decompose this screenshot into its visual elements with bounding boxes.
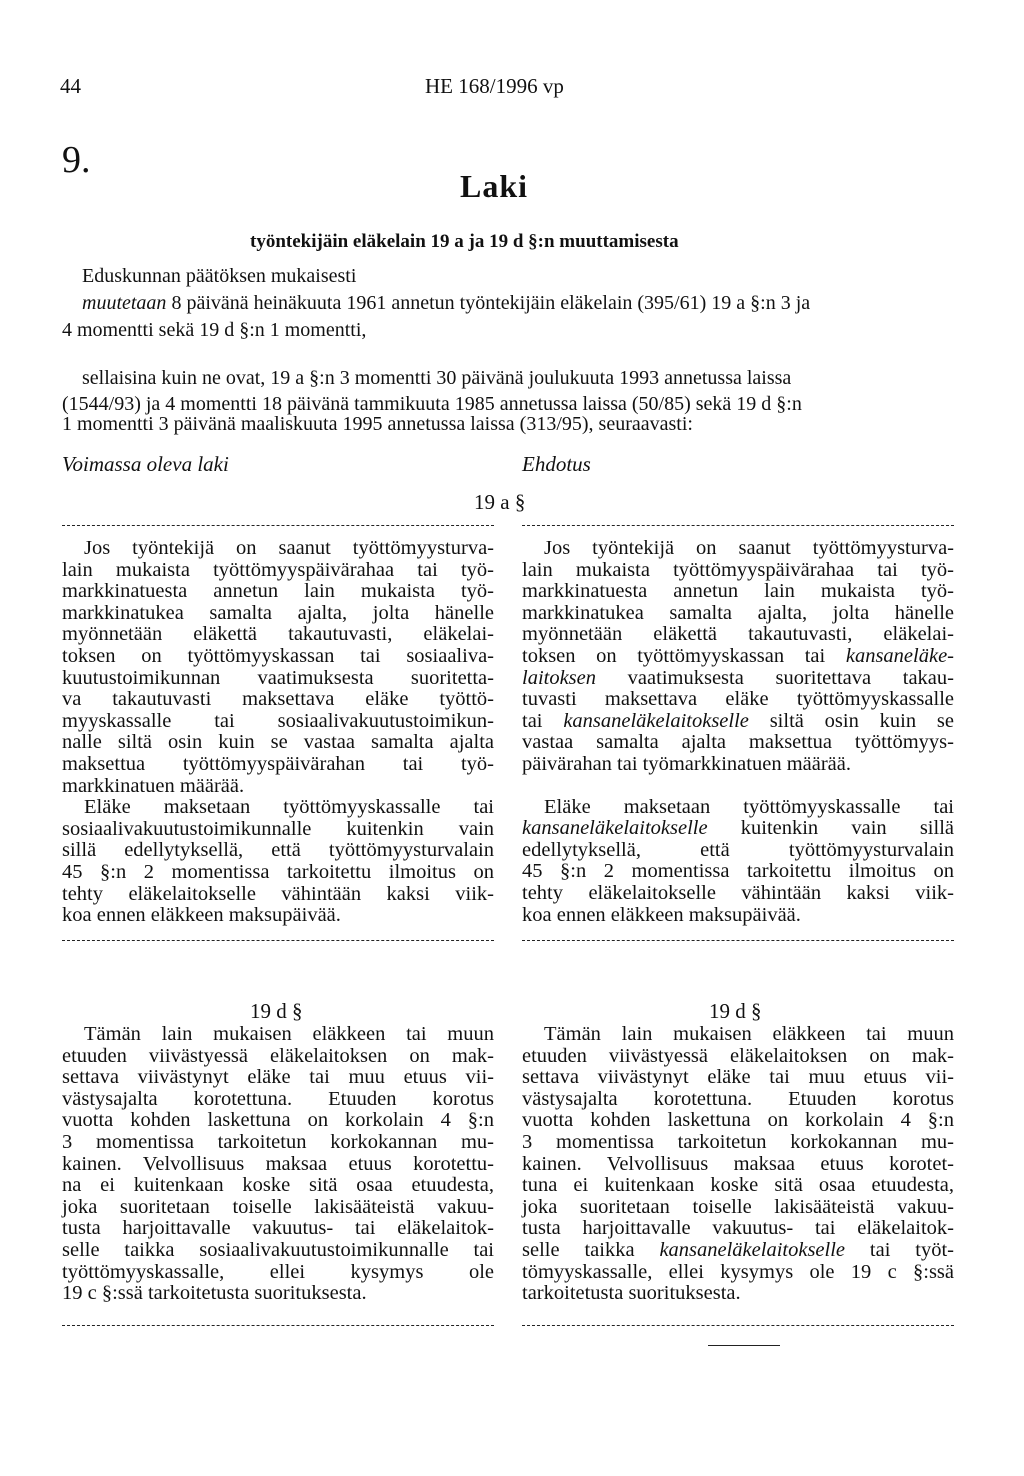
omission-dash-line <box>522 940 954 941</box>
paragraph-gap <box>522 776 954 797</box>
text-line: koa ennen eläkkeen maksupäivää. <box>62 904 341 927</box>
text-run: tai <box>522 709 564 732</box>
omission-dash-line <box>62 940 494 941</box>
intro-emphasis: muutetaan <box>82 292 167 314</box>
text-line: työttömyyskassalle, ellei kysymys ole <box>62 1260 494 1283</box>
text-line: etuuden viivästyessä eläkelaitoksen on mak- <box>62 1044 494 1067</box>
right-column-heading: Ehdotus <box>522 452 591 476</box>
text-line: lain mukaista työttömyyspäivärahaa tai työ- <box>522 558 954 581</box>
text-line: kainen. Velvollisuus maksaa etuus korotet- <box>522 1152 954 1175</box>
text-line: tusta harjoittavalle vakuutus- tai eläkelaitok- <box>62 1217 494 1240</box>
text-line: tehty eläkelaitokselle vähintään kaksi viik- <box>62 882 494 905</box>
text-run: siltä osin kuin se <box>748 709 954 732</box>
text-line: kainen. Velvollisuus maksaa etuus korotettu- <box>62 1152 494 1175</box>
omission-dash-line <box>62 1325 494 1326</box>
text-line: myönnetään eläkettä takautuvasti, eläkelai- <box>522 623 954 646</box>
amended-term: kansaneläkelaitokselle <box>522 817 708 840</box>
text-line: tusta harjoittavalle vakuutus- tai eläkelaitok- <box>522 1217 954 1240</box>
item-number: 9. <box>62 139 91 181</box>
text-line: tömyyskassalle, ellei kysymys ole 19 c §:ssä <box>522 1260 954 1283</box>
text-line: västysajalta korotettuna. Etuuden korotus <box>62 1087 494 1110</box>
law-title: Laki <box>460 168 529 204</box>
text-line: na ei kuitenkaan koske sitä osaa etuudesta, <box>62 1174 494 1197</box>
text-line <box>522 711 954 733</box>
text-line <box>522 818 954 840</box>
text-line: tarkoitetusta suorituksesta. <box>522 1282 741 1305</box>
text-line: tuvasti maksettava eläke työttömyyskassalle <box>522 688 954 711</box>
intro-line: (1544/93) ja 4 momentti 18 päivänä tammikuuta 1985 annetussa laissa (50/85) sekä 19 d §:n <box>62 393 802 415</box>
text-run: tai työt- <box>845 1238 954 1261</box>
text-run: vaatimuksesta suoritettava takau- <box>596 666 954 689</box>
text-run: kuitenkin vain sillä <box>707 817 954 840</box>
text-line: selle taikka sosiaalivakuutustoimikunnalle tai <box>62 1238 494 1261</box>
intro-line: 1 momentti 3 päivänä maaliskuuta 1995 annetussa laissa (313/95), seuraavasti: <box>62 413 693 435</box>
text-line: Eläke maksetaan työttömyyskassalle tai <box>84 796 494 819</box>
text-line: 3 momentissa tarkoitetun korkokannan mu- <box>522 1130 954 1153</box>
text-line: tehty eläkelaitokselle vähintään kaksi viik- <box>522 881 954 904</box>
text-line: myyskassalle tai sosiaalivakuutustoimikun- <box>62 709 494 732</box>
text-line: västysajalta korotettuna. Etuuden korotus <box>522 1087 954 1110</box>
text-line: toksen on työttömyyskassan tai sosiaaliva- <box>62 644 494 667</box>
omission-dash-line <box>522 1325 954 1326</box>
text-line: kuutustoimikunnan vaatimuksesta suoritetta- <box>62 666 494 689</box>
amended-term: kansaneläkelaitokselle <box>563 709 749 732</box>
text-line: Tämän lain mukaisen eläkkeen tai muun <box>544 1023 954 1045</box>
omission-dash-line <box>62 525 494 526</box>
text-line: nalle siltä osin kuin se vastaa samalta ajalta <box>62 731 494 754</box>
text-line: markkinatukea samalta ajalta, jolta hänelle <box>522 601 954 624</box>
text-line <box>522 1240 954 1262</box>
text-line: sillä edellytyksellä, että työttömyysturvalain <box>62 839 494 862</box>
text-line: vuotta kohden laskettuna on korkolain 4 §:n <box>522 1109 954 1132</box>
intro-line: 4 momentti sekä 19 d §:n 1 momentti, <box>62 319 367 341</box>
text-line: joka suoritetaan toiselle lakisääteistä vakuu- <box>522 1195 954 1218</box>
right-19a-text <box>522 538 954 926</box>
amended-term: kansaneläkelaitokselle <box>659 1238 846 1261</box>
left-column-heading: Voimassa oleva laki <box>62 452 229 476</box>
text-line: koa ennen eläkkeen maksupäivää. <box>522 903 801 926</box>
text-line: lain mukaista työttömyyspäivärahaa tai työ- <box>62 558 494 581</box>
text-line: 45 §:n 2 momentissa tarkoitettu ilmoitus on <box>62 860 494 883</box>
text-line: markkinatuesta annetun lain mukaista työ- <box>62 580 494 603</box>
text-line <box>522 646 954 668</box>
text-line: etuuden viivästyessä eläkelaitoksen on mak- <box>522 1044 954 1067</box>
section-heading-19d-right: 19 d § <box>709 999 762 1023</box>
text-line: edellytyksellä, että työttömyysturvalain <box>522 838 954 861</box>
text-line: settava viivästynyt eläke tai muu etuus vii- <box>62 1066 494 1089</box>
text-line: markkinatuesta annetun lain mukaista työ- <box>522 580 954 603</box>
text-line: Jos työntekijä on saanut työttömyysturva- <box>544 537 954 559</box>
amended-term: laitoksen <box>522 666 597 689</box>
section-heading-19a: 19 a § <box>474 490 526 514</box>
text-line: markkinatukea samalta ajalta, jolta hänelle <box>62 601 494 624</box>
intro-line <box>82 293 810 315</box>
end-rule <box>708 1345 780 1346</box>
omission-dash-line <box>522 525 954 526</box>
text-line: va takautuvasti maksettava eläke työttö- <box>62 688 494 711</box>
text-run: toksen on työttömyyskassan tai <box>522 644 846 667</box>
intro-text: 8 päivänä heinäkuuta 1961 annetun työntekijäin eläkelain (395/61) 19 a §:n 3 ja <box>166 292 811 314</box>
text-line: 19 c §:ssä tarkoitetusta suorituksesta. <box>62 1282 367 1305</box>
amended-term: kansaneläke- <box>845 644 954 667</box>
text-line: vuotta kohden laskettuna on korkolain 4 §:n <box>62 1109 494 1132</box>
text-line: 45 §:n 2 momentissa tarkoitettu ilmoitus on <box>522 860 954 883</box>
section-heading-19d-left: 19 d § <box>250 999 303 1023</box>
text-line: sosiaalivakuutustoimikunnalle kuitenkin vain <box>62 817 494 840</box>
text-line: 3 momentissa tarkoitetun korkokannan mu- <box>62 1130 494 1153</box>
text-line: Jos työntekijä on saanut työttömyysturva- <box>84 537 494 559</box>
text-line <box>522 668 954 690</box>
left-19a-text <box>62 538 494 927</box>
text-run: selle taikka <box>522 1238 660 1261</box>
right-19d-text <box>522 1024 954 1305</box>
text-line: markkinatuen määrää. <box>62 774 245 797</box>
intro-line: Eduskunnan päätöksen mukaisesti <box>82 265 357 287</box>
text-line: settava viivästynyt eläke tai muu etuus vii- <box>522 1066 954 1089</box>
page-number: 44 <box>60 74 81 98</box>
text-line: tuna ei kuitenkaan koske sitä osaa etuudesta, <box>522 1174 954 1197</box>
law-subtitle: työntekijäin eläkelain 19 a ja 19 d §:n muuttamisesta <box>250 231 679 252</box>
text-line: joka suoritetaan toiselle lakisääteistä vakuu- <box>62 1195 494 1218</box>
intro-line: sellaisina kuin ne ovat, 19 a §:n 3 momentti 30 päivänä joulukuuta 1993 annetussa laissa <box>82 367 792 389</box>
text-line: myönnetään eläkettä takautuvasti, eläkelai- <box>62 623 494 646</box>
text-line: päivärahan tai työmarkkinatuen määrää. <box>522 752 851 775</box>
text-line: maksettua työttömyyspäivärahan tai työ- <box>62 752 494 775</box>
document-reference: HE 168/1996 vp <box>425 74 564 98</box>
text-line: Eläke maksetaan työttömyyskassalle tai <box>544 795 954 818</box>
left-19d-text <box>62 1024 494 1305</box>
text-line: Tämän lain mukaisen eläkkeen tai muun <box>84 1023 494 1045</box>
text-line: vastaa samalta ajalta maksettua työttömyys- <box>522 731 954 754</box>
